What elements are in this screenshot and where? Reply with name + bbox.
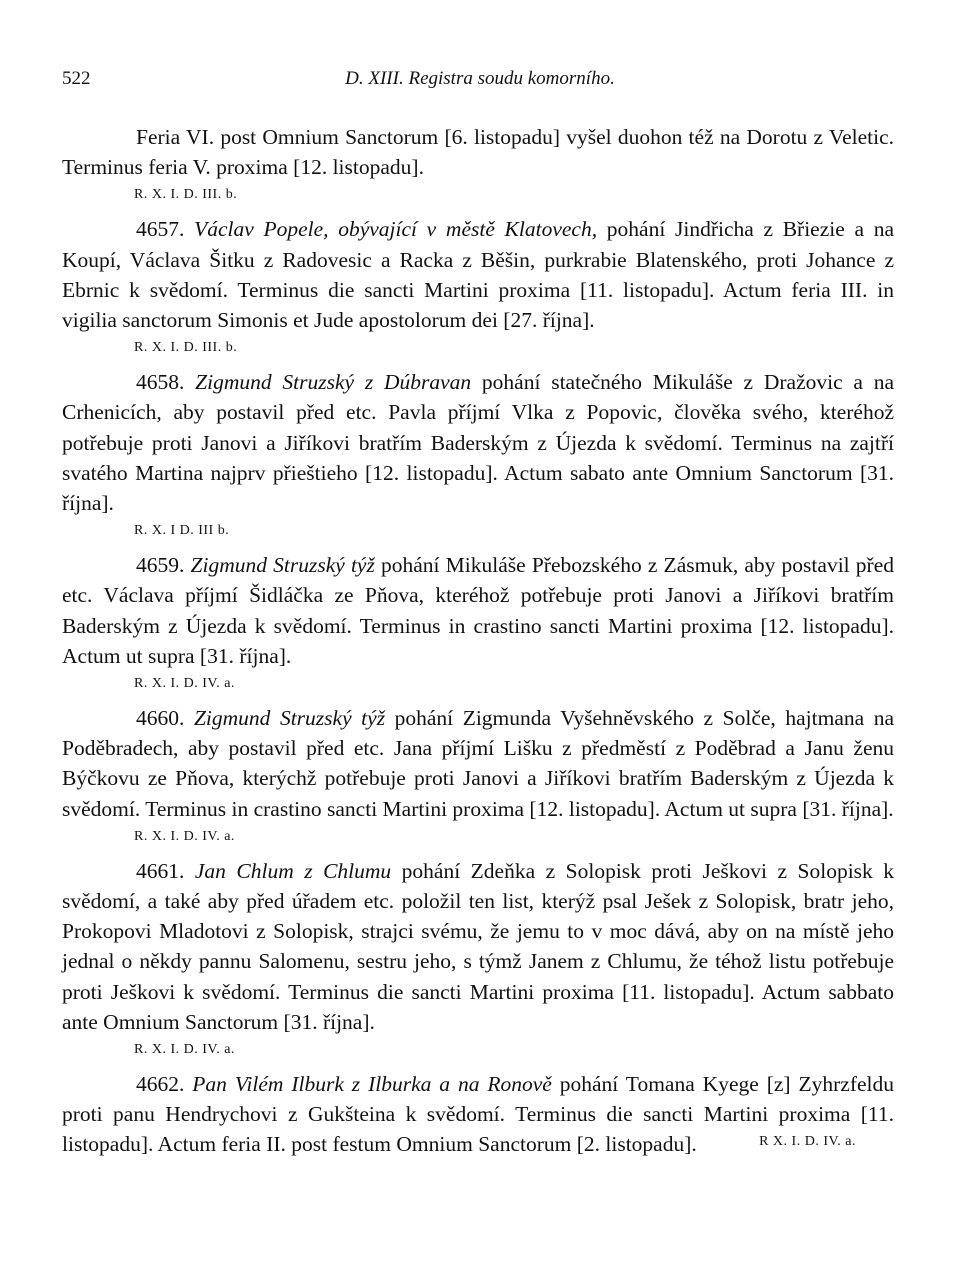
archive-signature: R. X. I. D. III. b. xyxy=(134,340,238,356)
entry-4659 xyxy=(62,550,894,697)
entry-number: 4659. xyxy=(136,553,185,578)
archive-signature: R. X. I D. III b. xyxy=(134,523,230,539)
archive-signature: R X. I. D. IV. a. xyxy=(759,1134,856,1150)
entry-body: pohání Zigmunda Vyšehněvského z Solče, hajtmana na Poděbradech, aby postavil před etc. Jana příjmí Lišku z předměstí z Poděbrad a Janu ženu Býčkovu ze Pňova, kterýchž potřebuje proti Janovi a Jiříkovi bratřím Baderským z Újezda k svědomí. Terminus in crastino sancti Martini proxima [12. listopadu]. Actum ut supra [31. října]. xyxy=(62,706,895,821)
entry-text xyxy=(62,703,894,824)
page-header xyxy=(62,68,898,98)
entry-number: 4660. xyxy=(136,706,185,731)
entry-4657 xyxy=(62,214,894,361)
entry-body: pohání Tomana Kyege [z] Zyhrzfeldu proti panu Hendrychovi z Gukšteina k svědomí. Terminus die sancti Martini proxima [11. listopadu]. Actum feria II. post festum Omnium Sanctorum [2. listopadu]. xyxy=(62,1072,894,1157)
entry-body: pohání Jindřicha z Břiezie a na Koupí, Václava Šitku z Radovesic a Racka z Běšin, purkrabie Blatenského, proti Johance z Ebrnic k svědomí. Terminus die sancti Martini proxima [11. listopadu]. Actum feria III. in vigilia sanctorum Simonis et Jude apostolorum dei [27. října]. xyxy=(62,217,894,333)
document-body xyxy=(62,122,894,1160)
entry-4662 xyxy=(62,1069,894,1160)
running-title: D. XIII. Registra soudu komorního. xyxy=(345,68,615,89)
archive-signature: R. X. I. D. III. b. xyxy=(134,187,238,203)
plaintiff-name: Zigmund Struzský z Dúbravan xyxy=(195,370,472,395)
archive-signature: R. X. I. D. IV. a. xyxy=(134,1042,235,1058)
entry-4661 xyxy=(62,856,894,1063)
entry-body: pohání Zdeňka z Solopisk proti Ješkovi z Solopisk k svědomí, a také aby před úřadem etc. položil ten list, kterýž psal Ješek z Solopisk, bratr jeho, Prokopovi Mladotovi z Solopisk, strajci svému, že jemu to v moc dává, aby on na místě jeho jednal o někdy pannu Salomenu, sestru jeho, s týmž Janem z Chlumu, že téhož listu potřebuje proti Ješkovi k svědomí. Terminus die sancti Martini proxima [11. listopadu]. Actum sabbato ante Omnium Sanctorum [31. října]. xyxy=(62,858,895,1034)
entry-text xyxy=(62,214,894,335)
page-number: 522 xyxy=(62,68,91,89)
entry-number: 4661. xyxy=(136,858,185,883)
plaintiff-name: Zigmund Struzský týž xyxy=(190,553,375,578)
intro-text: Feria VI. post Omnium Sanctorum [6. listopadu] vyšel duohon též na Dorotu z Veletic. Terminus feria V. proxima [12. listopadu]. xyxy=(62,125,894,180)
entry-number: 4657. xyxy=(136,217,185,242)
plaintiff-name: Zigmund Struzský týž xyxy=(193,706,386,731)
entry-4660 xyxy=(62,703,894,850)
plaintiff-name: Václav Popele, obývající v městě Klatovech, xyxy=(194,217,598,242)
entry-4658 xyxy=(62,367,894,544)
archive-signature: R. X. I. D. IV. a. xyxy=(134,828,235,844)
plaintiff-name: Jan Chlum z Chlumu xyxy=(194,858,392,883)
entry-body: pohání Mikuláše Přebozského z Zásmuk, aby postavil před etc. Václava příjmí Šidláčka ze Pňova, kteréhož potřebuje proti Janovi a Jiříkovi bratřím Baderským z Újezda k svědomí. Terminus in crastino sancti Martini proxima [12. listopadu]. Actum ut supra [31. října]. xyxy=(62,553,894,668)
entry-text xyxy=(62,367,894,518)
entry-number: 4662. xyxy=(136,1072,185,1097)
archive-signature: R. X. I. D. IV. a. xyxy=(134,676,235,692)
intro-entry xyxy=(62,122,894,208)
entry-number: 4658. xyxy=(136,370,185,395)
entry-wrap xyxy=(62,1069,894,1160)
entry-text xyxy=(62,856,894,1037)
entry-text xyxy=(62,550,894,671)
entry-body: pohání statečného Mikuláše z Dražovic a na Crhenicích, aby postavil před etc. Pavla příjmí Vlka z Popovic, člověka svého, kteréhož potřebuje proti Janovi a Jiříkovi bratřím Baderským z Újezda k svědomí. Terminus na zajtří svatého Martina najprv přieštieho [12. listopadu]. Actum sabato ante Omnium Sanctorum [31. října]. xyxy=(62,370,895,516)
plaintiff-name: Pan Vilém Ilburk z Ilburka a na Ronově xyxy=(192,1072,552,1097)
